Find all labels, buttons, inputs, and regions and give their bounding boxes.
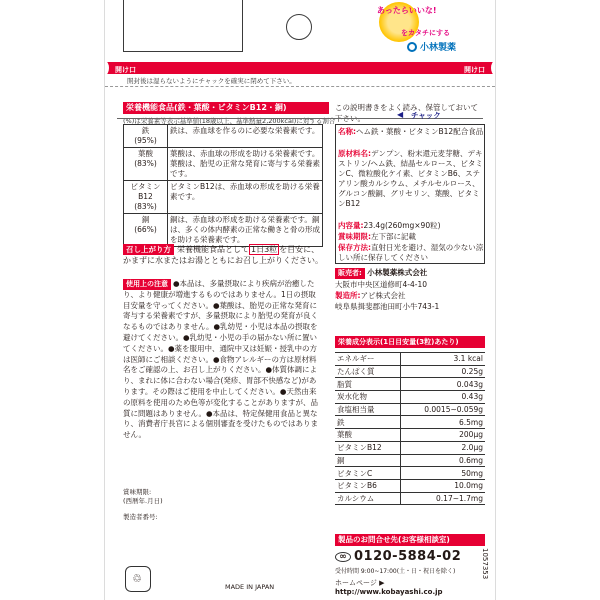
- nutrient-percent: (83%): [134, 202, 157, 211]
- nutrient-function-table: [123, 124, 323, 247]
- directions-dose: 1日3粒: [251, 245, 278, 254]
- made-in: MADE IN JAPAN: [225, 583, 275, 591]
- nutrition-row: [335, 391, 485, 404]
- function-row: [124, 214, 323, 247]
- nutrition-row: [335, 416, 485, 429]
- hours: 受付時間 9:00~17:00(土・日・祝日を除く): [335, 568, 456, 575]
- package-back: [104, 0, 496, 600]
- nutrition-value: 0.43g: [401, 391, 485, 404]
- directions-title: 召し上がり方: [123, 244, 174, 255]
- nutrition-row: [335, 378, 485, 391]
- nutrient-label: 葉酸: [138, 149, 153, 158]
- homepage-label: ホームページ: [335, 579, 377, 587]
- recycle-plastic-icon: ♲: [125, 566, 151, 592]
- nutrition-name: ビタミンB6: [335, 479, 401, 492]
- nutrient-claim: 葉酸は、赤血球の形成を助ける栄養素です。葉酸は、胎児の正常な発育に寄与する栄養素です。: [168, 148, 323, 181]
- contact-title: 製品のお問合せ先(お客様相談室): [335, 534, 485, 546]
- product-info-box: [335, 124, 485, 264]
- functional-food-title: 栄養機能食品(鉄・葉酸・ビタミンB12・銅): [123, 102, 329, 114]
- nutrition-row: [335, 492, 485, 505]
- nutrition-value: 3.1 kcal: [401, 353, 485, 366]
- caution: [123, 279, 323, 441]
- function-row: [124, 125, 323, 148]
- chuck-label: チャック: [411, 111, 441, 120]
- directions: [123, 244, 323, 266]
- nutrient-percent: (95%): [134, 136, 157, 145]
- nutrient-percent: (66%): [134, 225, 157, 234]
- nutrition-value: 0.0015~0.059g: [401, 403, 485, 416]
- info-ingredients: 原材料名:デンプン、粉末還元麦芽糖、デキストリン/ヘム鉄、結晶セルロース、ビタミンC、微粒酸化ケイ素、ビタミンB6、ステアリン酸カルシウム、メチルセルロース、グルコン酸銅、グリセリン、葉酸、ビタミンB12: [338, 149, 483, 208]
- nutrient-label: 銅: [141, 215, 150, 224]
- function-row: [124, 148, 323, 181]
- nutrient-name: [124, 214, 168, 247]
- nutrition-name: ビタミンB12: [335, 441, 401, 454]
- info-expiry: 賞味期限:左下部に記載: [338, 232, 416, 241]
- nutrient-claim: 銅は、赤血球の形成を助ける栄養素です。銅は、多くの体内酵素の正常な働きと骨の形成を助ける栄養素です。: [168, 214, 323, 247]
- directions-text-before: 栄養機能食品として: [177, 245, 249, 254]
- contact-block: [335, 534, 485, 596]
- nutrition-row: [335, 403, 485, 416]
- brand-badge: [363, 2, 485, 56]
- open-label-left: 開け口: [115, 66, 136, 74]
- manufacturer-code-label: 製造者番号:: [123, 513, 158, 521]
- homepage: ホームページ ▶ http://www.kobayashi.co.jp: [335, 579, 443, 596]
- seller-company: 小林製薬株式会社: [367, 268, 428, 277]
- nutrient-label: ビタミンB12: [130, 182, 161, 201]
- nutrition-name: エネルギー: [335, 353, 401, 366]
- nutrition-row: [335, 353, 485, 366]
- function-row: [124, 181, 323, 214]
- nutrition-value: 0.25g: [401, 365, 485, 378]
- open-band: [105, 62, 495, 74]
- seal-warning: 開封後は湿らないようにチャックを確実に閉めて下さい。: [127, 77, 296, 85]
- nutrient-claim: ビタミンB12は、赤血球の形成を助ける栄養素です。: [168, 181, 323, 214]
- nutrition-row: [335, 365, 485, 378]
- info-name: 名称:ヘム鉄・葉酸・ビタミンB12配合食品: [338, 127, 484, 136]
- keep-note: この説明書きをよく読み、保管しておいて下さい。: [335, 103, 478, 123]
- nutrition-row: [335, 467, 485, 480]
- expiry-label-sub: (西暦年.月日): [123, 497, 163, 505]
- nutrient-name: [124, 125, 168, 148]
- free-dial-icon: ∞: [335, 552, 351, 562]
- nutrition-name: 炭水化物: [335, 391, 401, 404]
- catchphrase: あったらいいな!: [377, 6, 437, 15]
- hang-hole: [286, 14, 312, 40]
- caution-title: 使用上の注意: [123, 279, 171, 290]
- nutrient-name: [124, 181, 168, 214]
- open-label-right: 開け口: [464, 66, 485, 74]
- arrow-left-icon: ◀: [397, 110, 404, 119]
- nutrition-value: 50mg: [401, 467, 485, 480]
- label-blank-box: [123, 0, 243, 52]
- nutrition-row: [335, 441, 485, 454]
- seller-title: 販売者:: [335, 268, 365, 279]
- nutrient-name: [124, 148, 168, 181]
- nutrient-label: 鉄: [141, 126, 150, 135]
- nutrition-name: ビタミンC: [335, 467, 401, 480]
- phone-row: [335, 549, 485, 564]
- nutrition-name: 食塩相当量: [335, 403, 401, 416]
- tear-notch-right: [491, 61, 496, 75]
- brand-logo: [407, 40, 456, 53]
- homepage-link[interactable]: http://www.kobayashi.co.jp: [335, 588, 443, 596]
- expiry-label-text: 賞味期限:: [123, 488, 152, 496]
- nutrition-value: 200μg: [401, 429, 485, 442]
- catchphrase-sub: をカタチにする: [401, 29, 450, 37]
- logo-mark-icon: [407, 42, 417, 52]
- nutrient-percent: (83%): [134, 159, 157, 168]
- phone-number[interactable]: 0120-5884-02: [354, 549, 462, 564]
- manufacturer-key: 製造所:: [335, 291, 361, 300]
- nutrition-name: カルシウム: [335, 492, 401, 505]
- expiry-label: [123, 488, 163, 506]
- nutrition-value: 0.17~1.7mg: [401, 492, 485, 505]
- nutrition-name: 脂質: [335, 378, 401, 391]
- standard-note: (%)は栄養素等表示基準値(18歳以上、基準熱量2,200kcal)に対する割合: [123, 117, 336, 125]
- nutrition-row: [335, 454, 485, 467]
- nutrition-value: 10.0mg: [401, 479, 485, 492]
- nutrition-value: 0.6mg: [401, 454, 485, 467]
- nutrition-name: たんぱく質: [335, 365, 401, 378]
- manufacturer-name: アピ株式会社: [360, 291, 406, 300]
- caution-text: ●本品は、多量摂取により疾病が治癒したり、より健康が増進するものではありません。1日の摂取目安量を守ってください。●葉酸は、胎児の正常な発育に寄与する栄養素ですが、多量摂取により胎児の発育が良くなるものではありません。●乳幼児・小児は本品の摂取を避けてください。●乳幼児・小児の手の届かない所に置いてください。●薬を服用中、通院中又は妊娠・授乳中の方は医師にご相談ください。●食物アレルギーの方は原材料名をご確認の上、お召し上がりください。●体質体調により、まれに体に合わない場合(発疹、胃部不快感など)があります。その際はご使用を中止してください。●天然由来の原料を使用のため色等が変化することがありますが、品質に問題はありません。●本品は、特定保健用食品と異なり、消費者庁長官による個別審査を受けたものではありません。: [123, 279, 318, 440]
- nutrition-value: 6.5mg: [401, 416, 485, 429]
- manufacturer-address: 岐阜県揖斐郡池田町小牛743-1: [335, 302, 440, 311]
- info-quantity: 内容量:23.4g(260mg×90粒): [338, 221, 441, 230]
- info-storage: 保存方法:直射日光を避け、湿気の少ない涼しい所に保存してください: [338, 243, 484, 262]
- nutrition-name: 鉄: [335, 416, 401, 429]
- seller-info: [335, 267, 485, 312]
- nutrient-claim: 鉄は、赤血球を作るのに必要な栄養素です。: [168, 125, 323, 148]
- nutrition-value: 0.043g: [401, 378, 485, 391]
- side-code: 1057353: [481, 548, 489, 580]
- nutrition-table: [335, 352, 485, 505]
- zipper-line: [105, 86, 495, 87]
- nutrition-row: [335, 479, 485, 492]
- nutrition-row: [335, 429, 485, 442]
- nutrition-title: 栄養成分表示(1日目安量(3粒)あたり): [335, 336, 485, 348]
- nutrition-name: 葉酸: [335, 429, 401, 442]
- seller-address: 大阪市中央区道修町4-4-10: [335, 280, 427, 289]
- directions-text-after: を目安に、かまずに水またはお湯とともにお召し上がりください。: [123, 245, 323, 265]
- nutrition-name: 銅: [335, 454, 401, 467]
- brand-name: 小林製薬: [420, 43, 457, 53]
- nutrition-value: 2.0μg: [401, 441, 485, 454]
